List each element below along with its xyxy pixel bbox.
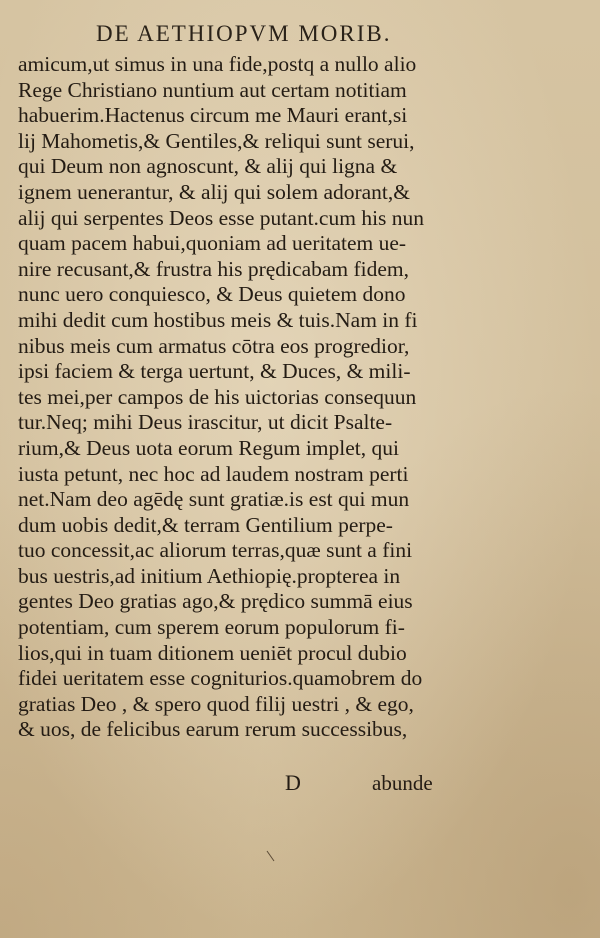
- text-line: lios,qui in tuam ditionem ueniēt procul dubio: [18, 640, 407, 665]
- text-line: quam pacem habui,quoniam ad ueritatem ue-: [18, 231, 407, 256]
- text-line: net.Nam deo agēdę sunt gratiæ.is est qui mun: [18, 487, 410, 512]
- catchword: abunde: [372, 771, 433, 795]
- text-line: lij Mahometis,& Gentiles,& reliqui sunt serui,: [18, 128, 415, 153]
- signature-mark: D: [285, 770, 301, 795]
- text-line: nibus meis cum armatus cōtra eos progredior,: [18, 333, 410, 358]
- text-line: mihi dedit cum hostibus meis & tuis.Nam in fi: [18, 307, 418, 332]
- text-line: amicum,ut simus in una fide,postq a nullo alio: [18, 52, 417, 76]
- text-block: [18, 52, 458, 743]
- text-line: nire recusant,& frustra his prędicabam fidem,: [18, 256, 410, 281]
- text-line: fidei ueritatem esse cogniturios.quamobrem do: [18, 666, 423, 691]
- catchline: [0, 770, 460, 796]
- text-line: qui Deum non agnoscunt, & alij qui ligna &: [18, 154, 398, 179]
- text-line: gratias Deo , & spero quod filij uestri , & ego,: [18, 691, 414, 716]
- text-line: bus uestris,ad initium Aethiopię.propterea in: [18, 563, 401, 588]
- text-line: tur.Neq; mihi Deus irascitur, ut dicit Psalte-: [18, 410, 393, 435]
- text-line: habuerim.Hactenus circum me Mauri erant,si: [18, 103, 408, 128]
- text-line: alij qui serpentes Deos esse putant.cum his nun: [18, 205, 425, 230]
- text-line: ignem uenerantur, & alij qui solem adorant,&: [18, 179, 411, 204]
- text-line: Rege Christiano nuntium aut certam notitiam: [18, 77, 407, 102]
- stray-mark-icon: [266, 850, 276, 862]
- text-line: potentiam, cum sperem eorum populorum fi-: [18, 615, 405, 640]
- text-line: tuo concessit,ac aliorum terras,quæ sunt a fini: [18, 538, 413, 563]
- text-line: gentes Deo gratias ago,& prędico summā eius: [18, 589, 413, 614]
- text-line: ipsi faciem & terga uertunt, & Duces, & mili-: [18, 359, 411, 384]
- text-line: tes mei,per campos de his uictorias consequun: [18, 384, 417, 409]
- text-line: dum uobis dedit,& terram Gentilium perpe-: [18, 512, 393, 537]
- text-line: rium,& Deus uota eorum Regum implet, qui: [18, 435, 399, 460]
- running-head: DE AETHIOPVM MORIB.: [96, 21, 392, 46]
- text-line: & uos, de felicibus earum rerum successibus,: [18, 717, 408, 742]
- text-line: iusta petunt, nec hoc ad laudem nostram perti: [18, 461, 409, 486]
- text-line: nunc uero conquiesco, & Deus quietem dono: [18, 282, 406, 307]
